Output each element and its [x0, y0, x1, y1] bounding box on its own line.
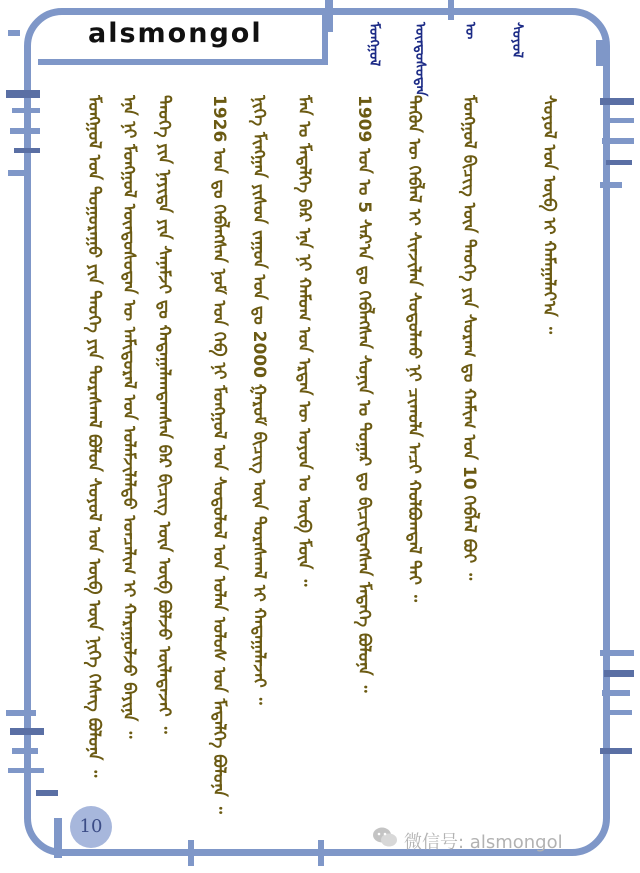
- decorative-bar: [604, 670, 634, 677]
- decorative-bar: [12, 108, 40, 113]
- decorative-bar: [606, 710, 632, 715]
- decorative-bar: [10, 128, 40, 134]
- body-text-column: ᠲᠡᠦᠬᠡ ᠶᠢᠨ ᠨᠡᠶᠢᠲᠡ ᠶᠢᠨ ᠰᠠᠨᠠᠮᠵᠢ ᠳᠤ ᠬᠠᠳᠠᠭᠠᠯᠠᠭᠳᠠᠭᠰᠠᠨ ᠪᠠᠷ ᠪᠢᠴᠢᠭ ᠦᠨ ᠥᠪ ᠪᠣᠯᠵᠤ ᠦᠯᠡᠳᠡᠵᠡᠢ ᠃: [154, 95, 174, 734]
- decorative-bar: [600, 650, 634, 656]
- decorative-bar: [36, 790, 58, 796]
- body-text-column: ᠮᠠᠨ ᠤ ᠮᠡᠳᠡᠯᠭᠡ ᠪᠡᠷ ᠡᠨᠡ ᠨᠢ ᠬᠠᠮᠤᠭ ᠤᠨ ᠡᠷᠲᠡᠨ ᠦ ᠣᠶᠤᠨ ᠤ ᠥᠪ ᠮᠥᠨ ᠃: [294, 95, 314, 587]
- decorative-bar: [6, 90, 40, 98]
- decorative-bar: [14, 148, 40, 153]
- decorative-bar: [600, 748, 632, 754]
- body-text-column: ᠡᠨᠡ ᠨᠢ ᠮᠣᠩᠭᠣᠯ ᠦᠨᠳᠦᠰᠦᠲᠡᠨ ᠦ ᠠᠮᠢᠳᠤᠷᠠᠯ ᠤᠨ ᠤᠯᠠᠮᠵᠢᠯᠠᠯᠲᠤ ᠣᠨᠴᠠᠯᠢᠭ ᠢ ᠬᠠᠷᠠᠭᠤᠯᠵᠤ ᠪᠠᠶᠢᠨᠠ ᠃: [119, 95, 139, 739]
- decorative-bar: [8, 768, 44, 773]
- decorative-bar: [6, 710, 36, 716]
- brand-title: alsmongol: [88, 18, 263, 49]
- body-text-column: 1909 ᠣᠨ ᠤ 5 ᠰᠠᠷ᠎ᠠ ᠳᠤ ᠬᠡᠪᠯᠡᠭᠰᠡᠨ ᠰᠣᠨᠢᠨ ᠤ ᠳᠤᠭᠠᠷ ᠳᠤ ᠪᠢᠴᠢᠭᠳᠡᠭᠰᠡᠨ ᠮᠡᠳᠡᠭᠡ ᠪᠣᠯᠤᠨᠠ ᠃: [354, 95, 374, 693]
- decorative-bar: [8, 30, 20, 36]
- decorative-bar: [600, 98, 634, 105]
- decorative-bar: [188, 840, 194, 866]
- decorative-bar: [606, 160, 632, 165]
- wechat-icon: [372, 826, 398, 848]
- decorative-bar: [448, 0, 454, 20]
- page-number-badge: 10: [70, 806, 112, 848]
- body-text-column: ᠰᠣᠶᠣᠯ ᠤᠨ ᠥᠪ ᠢ ᠬᠠᠮᠠᠭᠠᠯᠠᠶ᠎ᠠ ᠃: [539, 95, 559, 334]
- decorative-bar: [600, 182, 622, 188]
- header-title-line: ᠦ: [462, 22, 478, 40]
- wechat-watermark: 微信号: alsmongol: [404, 832, 563, 853]
- decorative-bar: [318, 840, 324, 866]
- decorative-bar: [8, 170, 30, 176]
- decorative-bar: [12, 748, 38, 754]
- decorative-bar: [10, 728, 44, 735]
- decorative-bar: [602, 138, 634, 144]
- decorative-bar: [604, 118, 634, 123]
- body-text-column: ᠮᠣᠩᠭᠣᠯ ᠪᠢᠴᠢᠭ ᠦᠨ ᠲᠡᠦᠬᠡ ᠶᠢᠨ ᠰᠤᠷᠠᠭ ᠳᠤ ᠬᠠᠮᠢᠭ ᠤᠨ 10 ᠬᠡᠪᠯᠡᠯ ᠪᠤᠢ ᠃: [459, 95, 479, 581]
- header-title-line: ᠰᠣᠶᠣᠯ: [509, 22, 525, 58]
- body-text-column: ᠨᠢᠭᠡ ᠮᠢᠩᠭᠠᠨ ᠶᠢᠰᠦᠨ ᠵᠠᠭᠤᠨ ᠣᠨ ᠳᠤ 2000 ᠭᠠᠷᠤᠮ ᠪᠢᠴᠢᠭ ᠦᠨ ᠳᠤᠷᠠᠰᠬᠠᠯ ᠢ ᠬᠠᠳᠠᠭᠠᠯᠠᠵᠠᠢ ᠃: [249, 95, 269, 705]
- body-text-column: ᠮᠣᠩᠭᠣᠯ ᠤᠨ ᠲᠣᠭᠣᠷᠠᠭᠤ ᠶᠢᠨ ᠲᠡᠦᠬᠡ ᠶᠢᠨ ᠳᠤᠷᠠᠰᠬᠠᠯ ᠪᠣᠯᠤᠨ ᠰᠣᠶᠣᠯ ᠤᠨ ᠥᠪ ᠦᠨ ᠨᠢᠭᠡ ᠬᠡᠰᠡᠭ ᠪᠣᠯᠤᠨᠠ ᠃: [84, 95, 104, 778]
- decorative-bar: [54, 818, 62, 858]
- body-text-column: ᠲᠡᠭᠦᠨ ᠦ ᠬᠡᠪᠯᠡᠯ ᠢ ᠰᠢᠨᠵᠢᠯᠡᠨ ᠰᠤᠳᠤᠯᠬᠤ ᠨᠢ ᠴᠢᠬᠤᠯᠠ ᠠᠴᠢ ᠬᠣᠯᠪᠣᠭᠳᠠᠯ ᠲᠠᠢ ᠃: [404, 95, 424, 602]
- decorative-bar: [602, 690, 630, 696]
- header-title-line: ᠦᠨᠳᠦᠰᠦᠲᠡᠨ: [412, 22, 428, 97]
- decorative-bar: [596, 40, 606, 66]
- body-text-column: 1926 ᠣᠨ ᠳᠤ ᠬᠡᠪᠯᠡᠭᠰᠡᠨ ᠨᠣᠮ ᠤᠨ ᠬᠡᠪ ᠨᠢ ᠮᠣᠩᠭᠣᠯ ᠤᠨ ᠰᠤᠳᠤᠯᠤᠯ ᠤᠨ ᠣᠯᠠᠨ ᠤᠯᠤᠰ ᠤᠨ ᠮᠡᠳᠡᠯᠭᠡ ᠪᠣᠯᠤᠨᠠ ᠃: [209, 95, 229, 814]
- header-title-line: ᠮᠣᠩᠭᠣᠯ: [366, 22, 382, 67]
